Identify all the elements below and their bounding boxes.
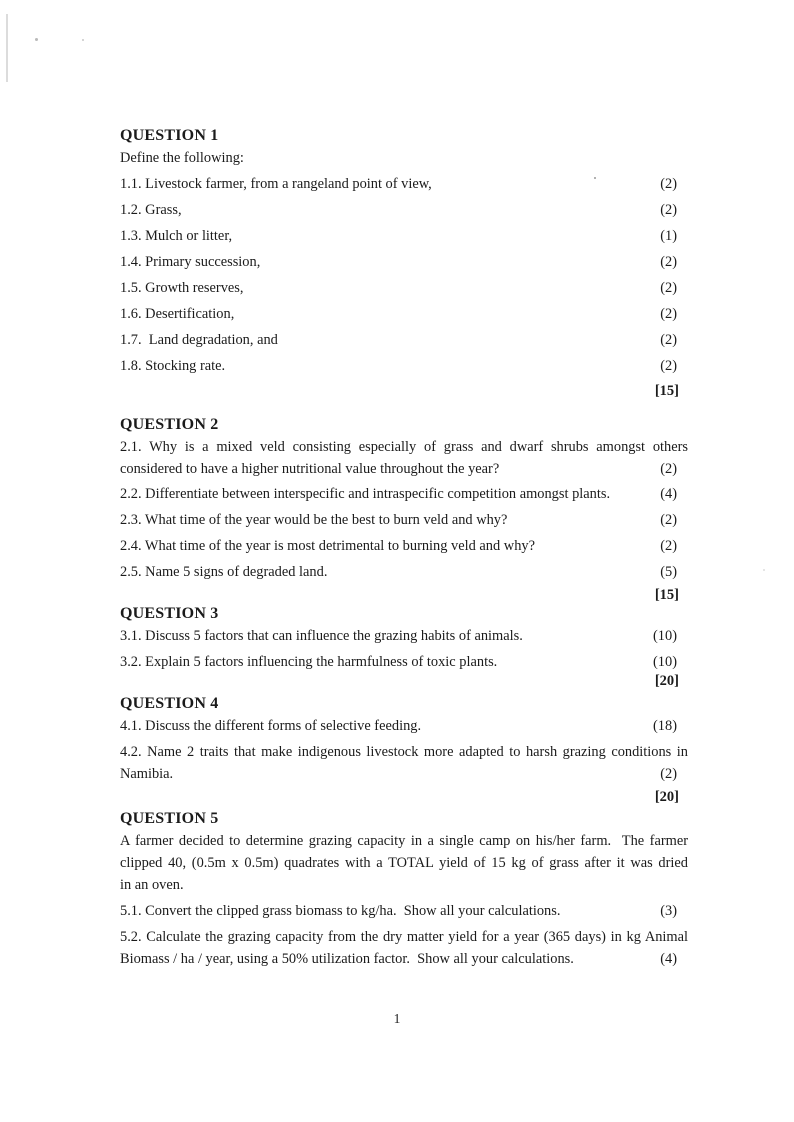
item-marks: (4) [660,951,677,967]
question-3-heading: QUESTION 3 [120,605,219,622]
question-item-text: 5.1. Convert the clipped grass biomass to kg/ha. Show all your calculations. [120,903,561,919]
question-2-total: [15] [654,587,679,603]
question-item-text: 1.4. Primary succession, [120,254,261,270]
question-item-1-4 [120,251,688,273]
question-item-text: Biomass / ha / year, using a 50% utilization factor. Show all your calculations. [120,951,574,967]
question-5-intro: clipped 40, (0.5m x 0.5m) quadrates with a TOTAL yield of 15 kg of grass after it was dried [120,855,688,871]
question-5-heading: QUESTION 5 [120,810,219,827]
item-marks: (10) [653,628,677,644]
item-marks: (18) [653,718,677,734]
question-item-1-8 [120,355,688,377]
question-5-intro: A farmer decided to determine grazing capacity in a single camp on his/her farm. The farmer [120,833,688,849]
question-3-total: [20] [654,673,679,689]
question-item-text: 2.5. Name 5 signs of degraded land. [120,564,328,580]
question-item-text: 1.3. Mulch or litter, [120,228,233,244]
question-4-total: [20] [654,789,679,805]
question-item-text: 1.5. Growth reserves, [120,280,244,296]
question-2-heading: QUESTION 2 [120,416,219,433]
scan-artifact-speck [763,569,765,571]
question-item-text: 3.2. Explain 5 factors influencing the harmfulness of toxic plants. [120,654,498,670]
question-item-text: Namibia. [120,766,174,782]
item-marks: (2) [660,358,677,374]
question-item-text: 2.2. Differentiate between interspecific and intraspecific competition amongst plants. [120,486,611,502]
question-item-5-1 [120,900,688,922]
question-item-5-2 [120,926,688,970]
question-item-text: considered to have a higher nutritional value throughout the year? [120,461,500,477]
item-marks: (4) [660,486,677,502]
item-marks: (1) [660,228,677,244]
question-1-intro: Define the following: [120,150,244,166]
question-section-4 [120,693,688,805]
item-marks: (2) [660,254,677,270]
question-item-3-1 [120,625,688,647]
question-item-text: 4.1. Discuss the different forms of selective feeding. [120,718,422,734]
question-item-4-1 [120,715,688,737]
scan-artifact-speck [35,38,38,41]
question-item-text: 1.8. Stocking rate. [120,358,226,374]
question-item-2-4 [120,535,688,557]
item-marks: (2) [660,202,677,218]
question-item-text: 2.4. What time of the year is most detrimental to burning veld and why? [120,538,535,554]
item-marks: (5) [660,564,677,580]
question-section-5 [120,808,688,970]
question-item-1-3 [120,225,688,247]
item-marks: (2) [660,766,677,782]
question-item-1-5 [120,277,688,299]
question-item-text: 1.2. Grass, [120,202,182,218]
question-1-heading: QUESTION 1 [120,127,219,144]
question-item-4-2 [120,741,688,785]
question-item-text: 3.1. Discuss 5 factors that can influence the grazing habits of animals. [120,628,523,644]
question-item-1-2 [120,199,688,221]
question-item-text: 1.6. Desertification, [120,306,235,322]
question-item-text: 4.2. Name 2 traits that make indigenous livestock more adapted to harsh grazing conditions in [120,744,688,760]
scan-artifact-line [6,14,8,82]
question-4-heading: QUESTION 4 [120,695,219,712]
question-item-2-2 [120,483,688,505]
question-item-1-6 [120,303,688,325]
question-item-3-2 [120,651,688,673]
question-section-2 [120,414,688,603]
question-item-text: 2.1. Why is a mixed veld consisting especially of grass and dwarf shrubs amongst others [120,439,688,455]
page-number: 1 [393,1011,401,1026]
question-item-text: 2.3. What time of the year would be the best to burn veld and why? [120,512,508,528]
question-item-1-7 [120,329,688,351]
item-marks: (2) [660,512,677,528]
item-marks: (2) [660,332,677,348]
question-item-text: 1.7. Land degradation, and [120,332,278,348]
item-marks: (10) [653,654,677,670]
question-1-total: [15] [654,383,679,399]
question-item-2-3 [120,509,688,531]
question-5-intro: in an oven. [120,877,184,893]
question-item-1-1 [120,173,688,195]
item-marks: (2) [660,280,677,296]
item-marks: (2) [660,176,677,192]
item-marks: (2) [660,461,677,477]
question-section-1 [120,125,688,399]
question-item-2-1 [120,436,688,480]
scan-artifact-speck [82,39,84,41]
question-item-text: 5.2. Calculate the grazing capacity from the dry matter yield for a year (365 days) in kg Animal [120,929,688,945]
page-content [120,0,688,970]
question-item-text: 1.1. Livestock farmer, from a rangeland point of view, [120,176,432,192]
question-item-2-5 [120,561,688,583]
item-marks: (3) [660,903,677,919]
question-section-3 [120,603,688,689]
item-marks: (2) [660,538,677,554]
item-marks: (2) [660,306,677,322]
